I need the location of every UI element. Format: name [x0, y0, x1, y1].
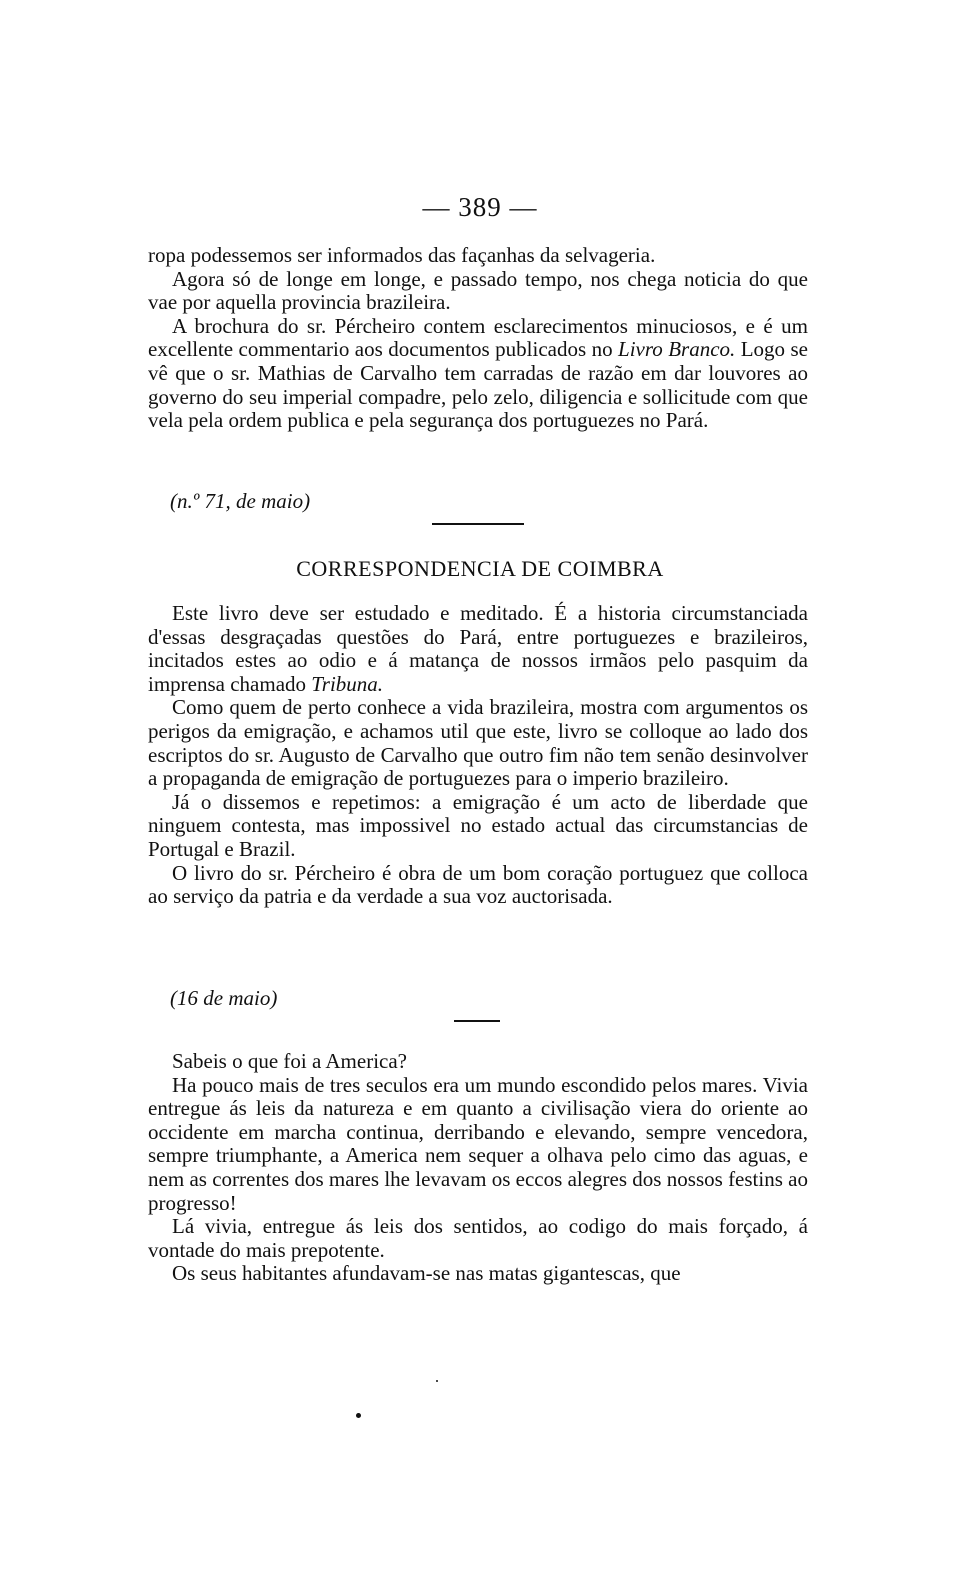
separator-rule: [454, 1020, 500, 1022]
section-2-text: [148, 602, 808, 909]
paragraph: Sabeis o que foi a America?: [172, 1049, 407, 1073]
section-heading: CORRESPONDENCIA DE COIMBRA: [296, 556, 664, 581]
paragraph: Como quem de perto conhece a vida brazileira, mostra com argumentos os perigos da emigração, e achamos util que este, livro se colloque ao lado dos escriptos do sr. Augusto de Carvalho que outro fim não tem senão desinvolver a propaganda de emigração de portuguezes para o imperio brazileiro.: [148, 695, 808, 791]
paragraph: Os seus habitantes afundavam-se nas matas gigantescas, que: [172, 1261, 681, 1286]
paragraph: A brochura do sr. Pércheiro contem esclarecimentos minuciosos, e é um excellente commentario aos documentos publicados no Livro Branco. Logo se vê que o sr. Mathias de Carvalho tem carradas de razão em dar louvores ao governo do seu imperial compadre, pelo zelo, diligencia e sollicitude com que vela pela ordem publica e pela segurança dos portuguezes no Pará.: [148, 313, 808, 433]
ink-speck: [356, 1413, 361, 1418]
paragraph: Já o dissemos e repetimos: a emigração é um acto de liberdade que ninguem contesta, mas impossivel no estado actual das circumstancias de Portugal e Brazil.: [148, 789, 808, 861]
page-number: — 389 —: [422, 192, 538, 222]
paragraph: Ha pouco mais de tres seculos era um mundo escondido pelos mares. Vivia entregue ás leis da natureza e em quanto a civilisação viera do oriente ao occidente em marcha continua, derribando e elevando, sempre vencedora, sempre triumphante, a America nem sequer a olhava pelo cimo das aguas, e nem as correntes dos mares lhe levavam os eccos alegres dos nossos festins ao progresso!: [148, 1072, 808, 1215]
italic-title: Tribuna.: [311, 671, 384, 696]
signature-2: (16 de maio): [170, 986, 278, 1010]
separator-rule: [432, 523, 524, 525]
italic-title: Livro Branco.: [618, 337, 736, 362]
section-1-text: [148, 244, 808, 433]
paragraph: O livro do sr. Pércheiro é obra de um bom coração portuguez que colloca ao serviço da patria e da verdade a sua voz auctorisada.: [148, 860, 808, 909]
paragraph: Este livro deve ser estudado e meditado. É a historia circumstanciada d'essas desgraçadas questões do Pará, entre portuguezes e brazileiros, incitados estes ao odio e á matança de nossos irmãos pelo pasquim da imprensa chamado Tribuna.: [148, 601, 808, 696]
paragraph: Lá vivia, entregue ás leis dos sentidos, ao codigo do mais forçado, á vontade do mais prepotente.: [148, 1214, 808, 1262]
section-3-text: [148, 1050, 808, 1286]
ink-speck: [436, 1380, 438, 1382]
paragraph: Agora só de longe em longe, e passado tempo, nos chega noticia do que vae por aquella provincia brazileira.: [148, 266, 808, 315]
signature-1: (n.º 71, de maio): [170, 489, 311, 513]
paragraph: ropa podessemos ser informados das façanhas da selvageria.: [148, 243, 656, 267]
